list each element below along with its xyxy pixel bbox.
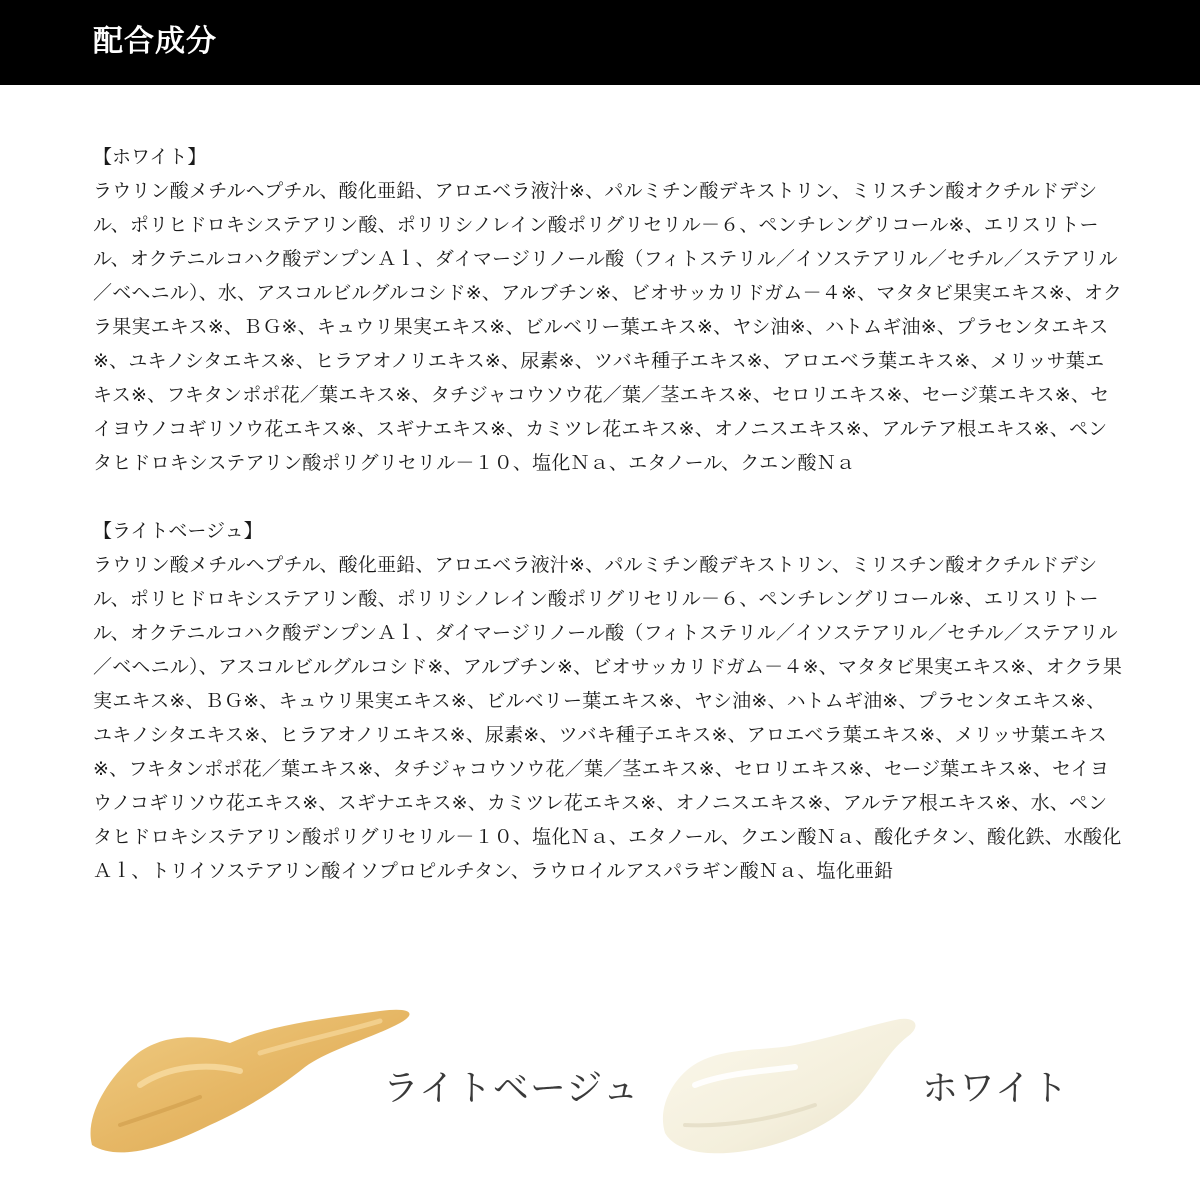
- ingredients-list: [93, 140, 1123, 922]
- section-body-light-beige: ラウリン酸メチルヘプチル、酸化亜鉛、アロエベラ液汁※、パルミチン酸デキストリン、ミリスチン酸オクチルドデシル、ポリヒドロキシステアリン酸、ポリリシノレイン酸ポリグリセリル－６、ペンチレングリコール※、エリスリトール、オクテニルコハク酸デンプンＡｌ、ダイマージリノール酸（フィトステリル／イソステアリル／セチル／ステアリル／ベヘニル）、アスコルビルグルコシド※、アルブチン※、ビオサッカリドガム－４※、マタタビ果実エキス※、オクラ果実エキス※、ＢＧ※、キュウリ果実エキス※、ビルベリー葉エキス※、ヤシ油※、ハトムギ油※、プラセンタエキス※、ユキノシタエキス※、ヒラアオノリエキス※、尿素※、ツバキ種子エキス※、アロエベラ葉エキス※、メリッサ葉エキス※、フキタンポポ花／葉エキス※、タチジャコウソウ花／葉／茎エキス※、セロリエキス※、セージ葉エキス※、セイヨウノコギリソウ花エキス※、スギナエキス※、カミツレ花エキス※、オノニスエキス※、アルテア根エキス※、水、ペンタヒドロキシステアリン酸ポリグリセリル－１０、塩化Ｎａ、エタノール、クエン酸Ｎａ、酸化チタン、酸化鉄、水酸化Ａｌ、トリイソステアリン酸イソプロピルチタン、ラウロイルアスパラギン酸Ｎａ、塩化亜鉛: [93, 554, 1123, 882]
- color-swatches: [0, 995, 1200, 1200]
- ingredient-section-white: [93, 140, 1123, 480]
- white-label: ホワイト: [922, 1068, 1069, 1109]
- ingredient-section-light-beige: [93, 514, 1123, 888]
- white-swatch: [655, 1015, 925, 1165]
- light-beige-label: ライトベージュ: [383, 1068, 640, 1109]
- section-body-white: ラウリン酸メチルヘプチル、酸化亜鉛、アロエベラ液汁※、パルミチン酸デキストリン、ミリスチン酸オクチルドデシル、ポリヒドロキシステアリン酸、ポリリシノレイン酸ポリグリセリル－６、ペンチレングリコール※、エリスリトール、オクテニルコハク酸デンプンＡｌ、ダイマージリノール酸（フィトステリル／イソステアリル／セチル／ステアリル／ベヘニル）、水、アスコルビルグルコシド※、アルブチン※、ビオサッカリドガム－４※、マタタビ果実エキス※、オクラ果実エキス※、ＢＧ※、キュウリ果実エキス※、ビルベリー葉エキス※、ヤシ油※、ハトムギ油※、プラセンタエキス※、ユキノシタエキス※、ヒラアオノリエキス※、尿素※、ツバキ種子エキス※、アロエベラ葉エキス※、メリッサ葉エキス※、フキタンポポ花／葉エキス※、タチジャコウソウ花／葉／茎エキス※、セロリエキス※、セージ葉エキス※、セイヨウノコギリソウ花エキス※、スギナエキス※、カミツレ花エキス※、オノニスエキス※、アルテア根エキス※、ペンタヒドロキシステアリン酸ポリグリセリル－１０、塩化Ｎａ、エタノール、クエン酸Ｎａ: [93, 180, 1123, 474]
- light-beige-swatch: [80, 1005, 420, 1165]
- header-bar: [0, 0, 1200, 85]
- section-heading-light-beige: 【ライトベージュ】: [93, 520, 263, 542]
- section-heading-white: 【ホワイト】: [93, 146, 207, 168]
- light-beige-smear: [91, 1010, 410, 1153]
- page-title: 配合成分: [93, 24, 217, 59]
- white-smear: [663, 1019, 916, 1154]
